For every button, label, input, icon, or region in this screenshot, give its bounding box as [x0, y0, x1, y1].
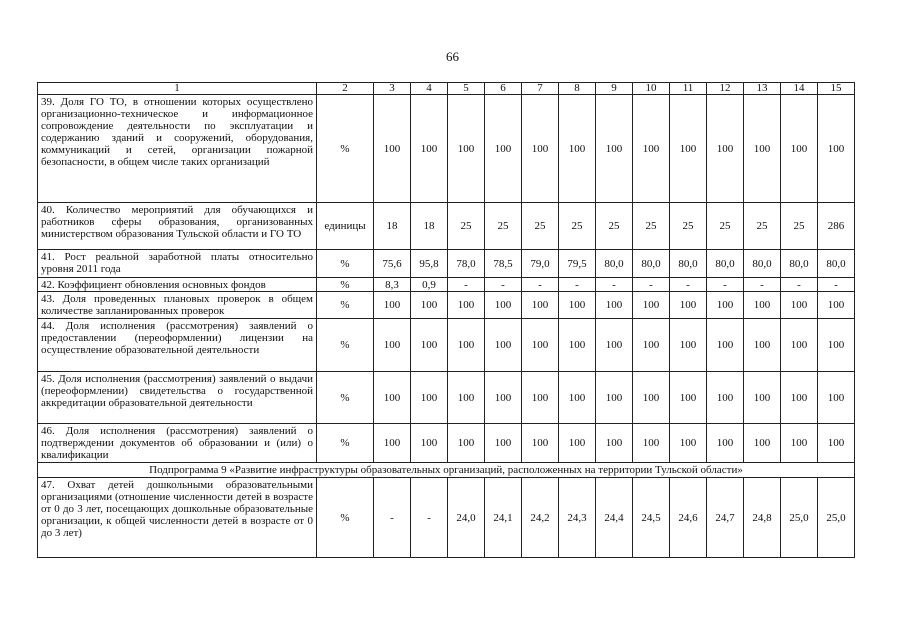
table-row [38, 478, 855, 558]
value-cell: 80,0 [744, 250, 781, 278]
value-cell: 25,0 [781, 478, 818, 558]
header-cell: 14 [781, 83, 818, 95]
value-cell: 25 [670, 203, 707, 250]
value-cell: 100 [744, 95, 781, 203]
value-cell: 80,0 [596, 250, 633, 278]
value-cell: 100 [448, 372, 485, 424]
value-cell: 100 [670, 95, 707, 203]
value-cell: 24,0 [448, 478, 485, 558]
value-cell: 100 [485, 95, 522, 203]
value-cell: 100 [781, 95, 818, 203]
value-cell: 100 [633, 319, 670, 372]
value-cell: - [670, 278, 707, 292]
value-cell: 79,0 [522, 250, 559, 278]
value-cell: 25 [744, 203, 781, 250]
value-cell: 100 [818, 424, 855, 463]
value-cell: 100 [559, 372, 596, 424]
value-cell: 100 [633, 292, 670, 319]
value-cell: 25 [522, 203, 559, 250]
value-cell: 100 [448, 319, 485, 372]
table-row [38, 250, 855, 278]
header-cell: 9 [596, 83, 633, 95]
table-row [38, 424, 855, 463]
value-cell: 100 [522, 319, 559, 372]
header-cell: 8 [559, 83, 596, 95]
value-cell: 100 [448, 95, 485, 203]
value-cell: 25 [596, 203, 633, 250]
value-cell: - [559, 278, 596, 292]
value-cell: 100 [818, 319, 855, 372]
value-cell: 24,6 [670, 478, 707, 558]
value-cell: 0,9 [411, 278, 448, 292]
value-cell: - [596, 278, 633, 292]
value-cell: - [744, 278, 781, 292]
value-cell: - [633, 278, 670, 292]
indicator-name: 45. Доля исполнения (рассмотрения) заявлений о выдачи (переоформлении) свидетельства о государственной аккредитации образовательной деятельности [38, 372, 317, 424]
value-cell: 25 [781, 203, 818, 250]
indicator-name: 43. Доля проведенных плановых проверок в общем количестве запланированных проверок [38, 292, 317, 319]
header-cell: 10 [633, 83, 670, 95]
value-cell: 18 [411, 203, 448, 250]
value-cell: 79,5 [559, 250, 596, 278]
table-row [38, 95, 855, 203]
header-cell: 5 [448, 83, 485, 95]
value-cell: 100 [559, 424, 596, 463]
value-cell: 100 [559, 292, 596, 319]
value-cell: 100 [633, 424, 670, 463]
value-cell: 80,0 [670, 250, 707, 278]
value-cell: 100 [781, 424, 818, 463]
header-cell: 13 [744, 83, 781, 95]
value-cell: 100 [744, 319, 781, 372]
header-cell: 3 [374, 83, 411, 95]
value-cell: 100 [633, 372, 670, 424]
value-cell: 100 [596, 372, 633, 424]
value-cell: 100 [374, 292, 411, 319]
value-cell: 100 [522, 95, 559, 203]
indicators-table [37, 82, 855, 558]
value-cell: 25 [707, 203, 744, 250]
table-row [38, 319, 855, 372]
value-cell: 100 [522, 424, 559, 463]
unit-cell: единицы [317, 203, 374, 250]
table-row [38, 203, 855, 250]
value-cell: 24,2 [522, 478, 559, 558]
value-cell: 24,4 [596, 478, 633, 558]
value-cell: - [818, 278, 855, 292]
value-cell: 100 [707, 319, 744, 372]
value-cell: 100 [744, 292, 781, 319]
value-cell: 100 [818, 95, 855, 203]
table-row [38, 278, 855, 292]
value-cell: 100 [411, 319, 448, 372]
value-cell: 100 [707, 95, 744, 203]
header-cell: 12 [707, 83, 744, 95]
header-row [38, 83, 855, 95]
value-cell: 100 [670, 292, 707, 319]
value-cell: 100 [411, 424, 448, 463]
header-cell: 2 [317, 83, 374, 95]
value-cell: 18 [374, 203, 411, 250]
subprogram-title: Подпрограмма 9 «Развитие инфраструктуры образовательных организаций, расположенных на территории Тульской области» [38, 463, 855, 478]
value-cell: - [781, 278, 818, 292]
value-cell: 8,3 [374, 278, 411, 292]
value-cell: - [448, 278, 485, 292]
indicator-name: 41. Рост реальной заработной платы относительно уровня 2011 года [38, 250, 317, 278]
header-cell: 15 [818, 83, 855, 95]
value-cell: 25,0 [818, 478, 855, 558]
value-cell: 80,0 [818, 250, 855, 278]
table-row [38, 292, 855, 319]
unit-cell: % [317, 319, 374, 372]
header-cell: 11 [670, 83, 707, 95]
value-cell: 100 [522, 292, 559, 319]
value-cell: 24,5 [633, 478, 670, 558]
header-cell: 1 [38, 83, 317, 95]
value-cell: 100 [818, 292, 855, 319]
subprogram-row [38, 463, 855, 478]
value-cell: 100 [374, 319, 411, 372]
value-cell: 100 [448, 424, 485, 463]
unit-cell: % [317, 478, 374, 558]
value-cell: 100 [596, 95, 633, 203]
value-cell: 78,5 [485, 250, 522, 278]
page-number: 66 [446, 49, 459, 64]
value-cell: 100 [374, 424, 411, 463]
indicator-name: 44. Доля исполнения (рассмотрения) заявлений о предоставлении (переоформлении) лицензии на осуществление образовательной деятельности [38, 319, 317, 372]
value-cell: 100 [781, 372, 818, 424]
value-cell: 100 [670, 424, 707, 463]
value-cell: 100 [559, 319, 596, 372]
value-cell: 100 [818, 372, 855, 424]
indicator-name: 40. Количество мероприятий для обучающихся и работников сферы образования, организованных министерством образования Тульской области и ГО ТО [38, 203, 317, 250]
value-cell: 100 [781, 319, 818, 372]
value-cell: 100 [485, 372, 522, 424]
value-cell: 100 [374, 372, 411, 424]
value-cell: 100 [374, 95, 411, 203]
unit-cell: % [317, 95, 374, 203]
value-cell: 80,0 [633, 250, 670, 278]
value-cell: 80,0 [781, 250, 818, 278]
unit-cell: % [317, 292, 374, 319]
value-cell: 100 [781, 292, 818, 319]
value-cell: 100 [744, 372, 781, 424]
value-cell: 100 [633, 95, 670, 203]
unit-cell: % [317, 278, 374, 292]
value-cell: 25 [485, 203, 522, 250]
value-cell: 100 [485, 424, 522, 463]
value-cell: 24,7 [707, 478, 744, 558]
value-cell: 100 [707, 424, 744, 463]
value-cell: - [707, 278, 744, 292]
unit-cell: % [317, 250, 374, 278]
value-cell: 100 [448, 292, 485, 319]
value-cell: 100 [670, 372, 707, 424]
value-cell: 24,3 [559, 478, 596, 558]
value-cell: - [522, 278, 559, 292]
value-cell: 100 [596, 319, 633, 372]
header-cell: 6 [485, 83, 522, 95]
value-cell: 24,8 [744, 478, 781, 558]
value-cell: 286 [818, 203, 855, 250]
value-cell: 78,0 [448, 250, 485, 278]
value-cell: - [485, 278, 522, 292]
value-cell: 100 [411, 292, 448, 319]
unit-cell: % [317, 424, 374, 463]
value-cell: 100 [670, 319, 707, 372]
value-cell: 100 [596, 424, 633, 463]
value-cell: 24,1 [485, 478, 522, 558]
value-cell: 100 [559, 95, 596, 203]
value-cell: 25 [633, 203, 670, 250]
value-cell: 100 [411, 372, 448, 424]
indicator-name: 39. Доля ГО ТО, в отношении которых осуществлено организационно-техническое и информационное сопровождение деятельности по эксплуатации и содержанию зданий и сооружений, оборудования, коммуникаций и сетей, организации пожарной безопасности, в общем числе таких организаций [38, 95, 317, 203]
value-cell: 100 [485, 319, 522, 372]
indicator-name: 42. Коэффициент обновления основных фондов [38, 278, 317, 292]
value-cell: 25 [448, 203, 485, 250]
value-cell: 100 [411, 95, 448, 203]
value-cell: - [411, 478, 448, 558]
header-cell: 7 [522, 83, 559, 95]
indicator-name: 46. Доля исполнения (рассмотрения) заявлений о подтверждении документов об образовании и (или) о квалификации [38, 424, 317, 463]
value-cell: 100 [707, 372, 744, 424]
value-cell: 80,0 [707, 250, 744, 278]
value-cell: 95,8 [411, 250, 448, 278]
value-cell: 100 [522, 372, 559, 424]
header-cell: 4 [411, 83, 448, 95]
value-cell: 100 [596, 292, 633, 319]
indicator-name: 47. Охват детей дошкольными образовательными организациями (отношение численности детей в возрасте от 0 до 3 лет, посещающих дошкольные образовательные организации, к общей численности детей в возрасте от 0 до 3 лет) [38, 478, 317, 558]
unit-cell: % [317, 372, 374, 424]
table-row [38, 372, 855, 424]
value-cell: 100 [707, 292, 744, 319]
value-cell: 25 [559, 203, 596, 250]
value-cell: - [374, 478, 411, 558]
value-cell: 75,6 [374, 250, 411, 278]
value-cell: 100 [485, 292, 522, 319]
value-cell: 100 [744, 424, 781, 463]
